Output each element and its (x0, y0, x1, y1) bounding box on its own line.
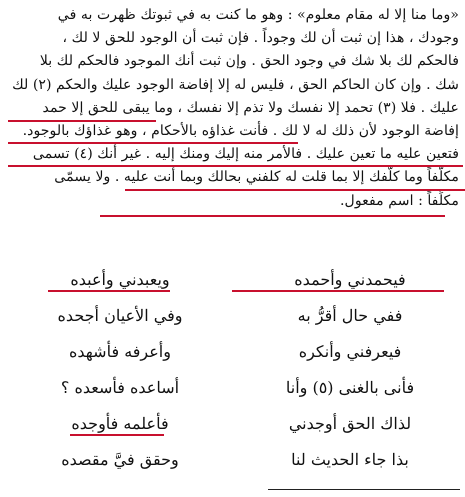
prose-line: «وما منا إلا له مقام معلوم» : وهو ما كنت به في ثبوتك ظهرت به في (57, 7, 459, 23)
verse-hemistich-second: ويعبدني وأعبده (70, 270, 170, 289)
prose-line: شك . وإن كان الحاكم الحق ، فليس له إلا إفاضة الوجود عليك والحكم (٢) لك (12, 76, 459, 93)
prose-line: مكلَّفاً وما كلّفك إلا بما قلت له كلفني بحالك وبما أنت عليه . ولا يسمّى (54, 169, 459, 186)
verse-hemistich-second: وأعرفه فأشهده (69, 342, 171, 361)
verse-hemistich-first: فأنى بالغنى (٥) وأنا (285, 378, 415, 397)
footnote-divider (268, 489, 460, 490)
prose-line: عليك . فلا (٣) تحمد إلا نفسك ولا تذم إلا نفسك ، وما يبقى للحق إلا حمد (42, 99, 459, 116)
red-underline (48, 290, 170, 292)
red-underline (8, 165, 463, 167)
red-underline (70, 434, 164, 436)
poem-verse (0, 304, 465, 334)
poem-verse (0, 412, 465, 442)
verse-hemistich-second: أساعده فأسعده ؟ (60, 378, 180, 397)
red-underline (125, 189, 465, 191)
verse-hemistich-second: وفي الأعيان أجحده (57, 306, 183, 325)
verse-hemistich-first: لذاك الحق أوجدني (288, 414, 412, 433)
poem-verse (0, 340, 465, 370)
verse-hemistich-first: فيحمدني وأحمده (294, 270, 406, 289)
prose-block (8, 4, 459, 213)
poem-verse (0, 448, 465, 478)
verse-hemistich-first: ففي حال أقرُّ به (297, 306, 403, 325)
red-underline (100, 215, 445, 217)
red-underline (232, 290, 444, 292)
prose-line: إفاضة الوجود لأن ذلك له لا لك . فأنت غذاؤه بالأحكام ، وهو غذاؤك بالوجود. (22, 123, 459, 140)
verse-hemistich-second: وحقق فيَّ مقصده (61, 450, 179, 469)
verse-hemistich-first: بذا جاء الحديث لنا (291, 450, 409, 469)
prose-line: وجودك ، هذا إن ثبت أن لك وجوداً . فإن ثبت أن الوجود للحق لا لك ، (62, 30, 459, 47)
verse-hemistich-first: فيعرفني وأنكره (298, 342, 402, 361)
poem-verse (0, 376, 465, 406)
poem-verse (0, 268, 465, 298)
red-underline (8, 142, 298, 144)
prose-line: مكلِّفاً : اسم مفعول. (340, 192, 459, 209)
verse-hemistich-second: فأعلمه فأوجده (71, 414, 169, 433)
prose-line: فتعين عليه ما تعين عليك . فالأمر منه إليك ومنك إليه . غير أنك (٤) تسمى (32, 146, 459, 163)
prose-line: فالحكم لك بلا شك في وجود الحق . وإن ثبت أنك الموجود فالحكم لك بلا (39, 53, 459, 70)
red-underline (8, 120, 156, 122)
